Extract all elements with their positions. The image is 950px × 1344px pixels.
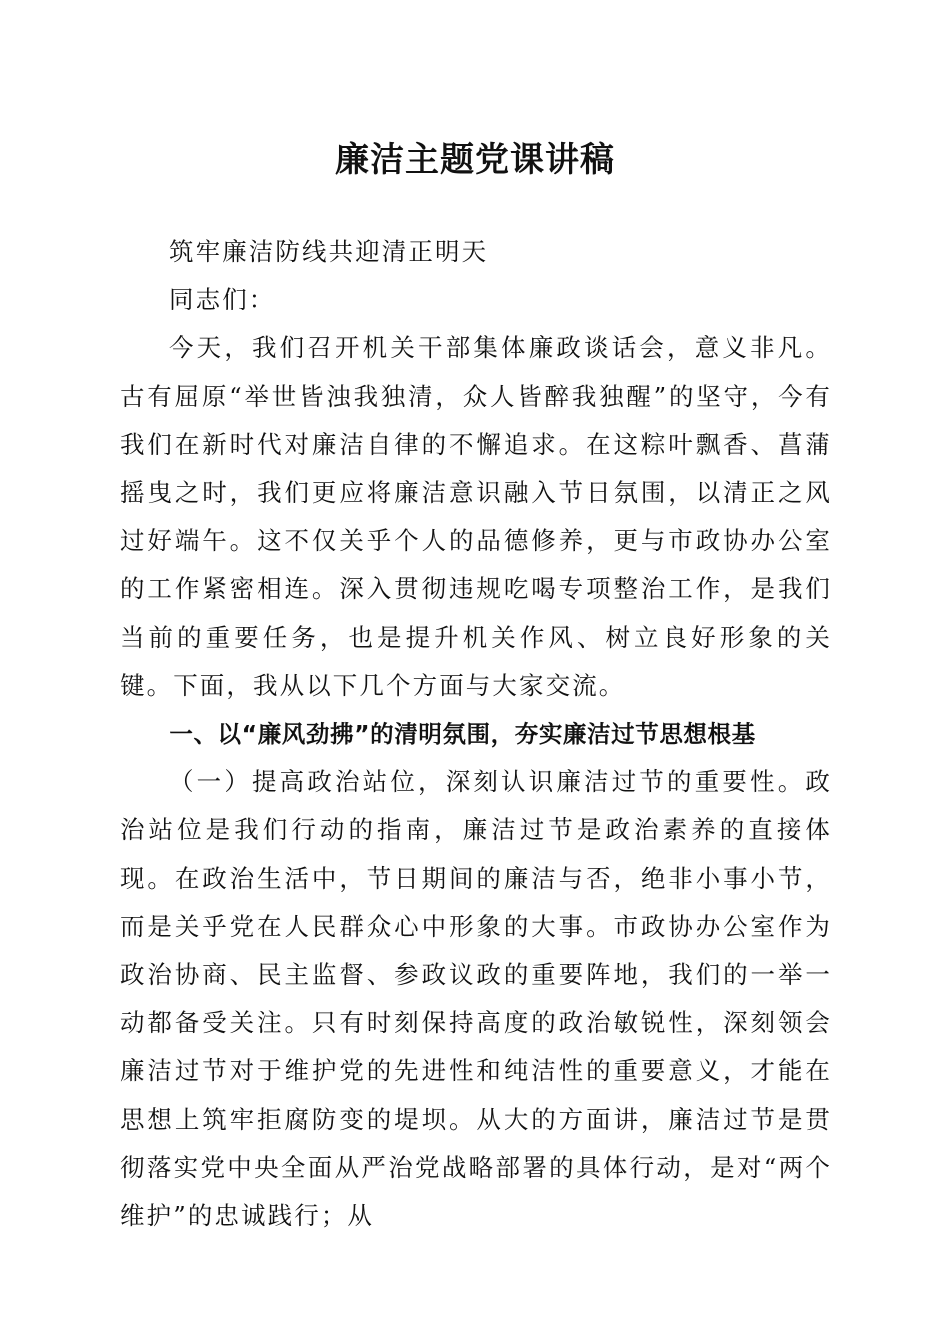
section-1-heading: 一、以“廉风劲拂”的清明氛围，夯实廉洁过节思想根基 bbox=[169, 720, 756, 749]
intro-paragraph: 今天，我们召开机关干部集体廉政谈话会，意义非凡。古有屈原“举世皆浊我独清，众人皆醉我独醒”的坚守，今有我们在新时代对廉洁自律的不懈追求。在这粽叶飘香、菖蒲摇曳之时，我们更应将廉洁意识融入节日氛围，以清正之风过好端午。这不仅关乎个人的品德修养，更与市政协办公室的工作紧密相连。深入贯彻违规吃喝专项整治工作，是我们当前的重要任务，也是提升机关作风、树立良好形象的关键。下面，我从以下几个方面与大家交流。 bbox=[120, 333, 832, 700]
section-1-paragraph-1: （一）提高政治站位，深刻认识廉洁过节的重要性。政治站位是我们行动的指南，廉洁过节是政治素养的直接体现。在政治生活中，节日期间的廉洁与否，绝非小事小节，而是关乎党在人民群众心中形象的大事。市政协办公室作为政治协商、民主监督、参政议政的重要阵地，我们的一举一动都备受关注。只有时刻保持高度的政治敏锐性，深刻领会廉洁过节对于维护党的先进性和纯洁性的重要意义，才能在思想上筑牢拒腐防变的堤坝。从大的方面讲，廉洁过节是贯彻落实党中央全面从严治党战略部署的具体行动，是对“两个维护”的忠诚践行；从 bbox=[120, 767, 832, 1231]
document-title: 廉洁主题党课讲稿 bbox=[335, 140, 615, 180]
greeting-line: 同志们： bbox=[169, 285, 276, 315]
document-body bbox=[120, 228, 832, 1240]
subtitle-line: 筑牢廉洁防线共迎清正明天 bbox=[169, 237, 489, 266]
